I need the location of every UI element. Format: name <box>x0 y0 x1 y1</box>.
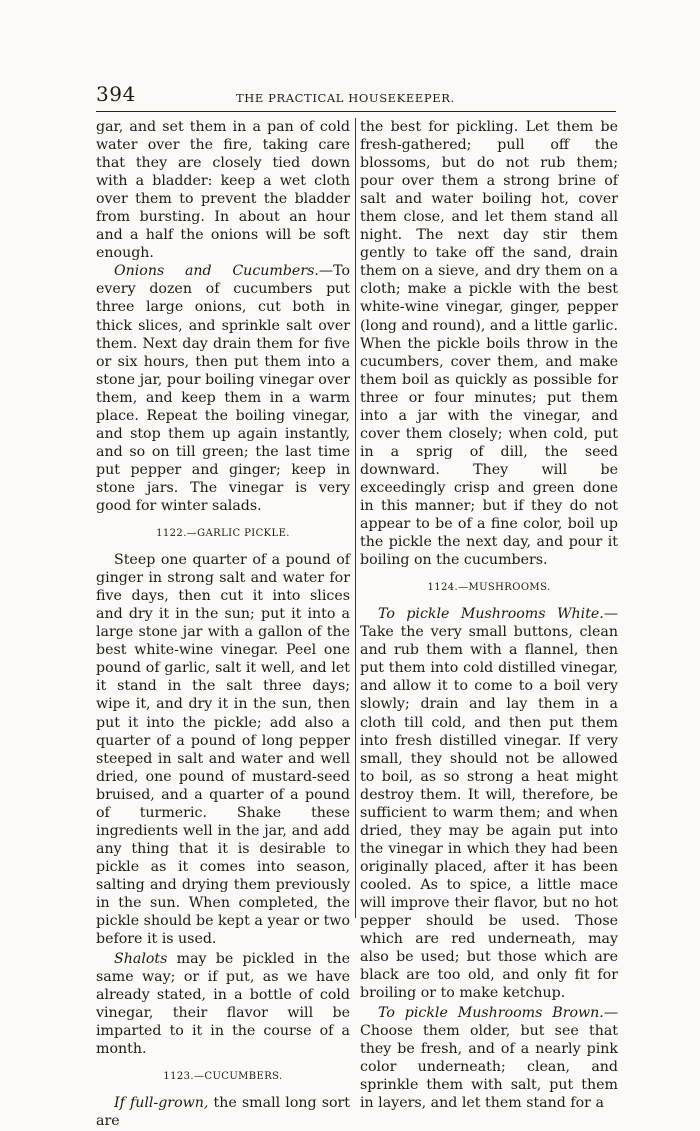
run-in-title: To pickle Mushrooms White. <box>378 606 604 623</box>
paragraph-cucumbers <box>96 1094 350 1130</box>
paragraph-text: may be pickled in the same way; or if put, as we have already stated, in a bottle of cold vinegar, their flavor will be imparted to it in the course of a month. <box>96 951 350 1058</box>
paragraph-shalots <box>96 950 350 1058</box>
running-title: THE PRACTICAL HOUSEKEEPER. <box>236 91 455 105</box>
section-heading-garlic-pickle: 1122.—GARLIC PICKLE. <box>156 528 290 540</box>
run-in-title: Shalots <box>114 951 168 968</box>
paragraph-cucumbers-continued: the best for pickling. Let them be fresh-gathered; pull off the blossoms, but do not rub them; pour over them a strong brine of salt and water boiling hot, cover them close, and let them stand all night. The next day stir them gently to take off the sand, drain them on a sieve, and dry them on a cloth; make a pickle with the best white-wine vinegar, ginger, pepper (long and round), and a little garlic. When the pickle boils throw in the cucumbers, cover them, and make them boil as quickly as possible for three or four minutes; put them into a jar with the vinegar, and cover them closely; when cold, put in a sprig of dill, the seed downward. They will be exceedingly crisp and green done in this manner; but if they do not appear to be of a fine color, boil up the pickle the next day, and pour it boiling on the cucumbers. <box>360 119 618 569</box>
paragraph-mushrooms-white <box>360 605 618 1002</box>
right-column <box>360 118 618 1113</box>
section-heading-cucumbers: 1123.—CUCUMBERS. <box>163 1071 283 1083</box>
run-in-title: If full-grown, <box>114 1095 209 1112</box>
column-divider <box>355 118 356 918</box>
left-column <box>96 118 350 1131</box>
header-rule <box>96 111 616 112</box>
paragraph-onions-continued: gar, and set them in a pan of cold water over the fire, taking care that they are closely tied down with a bladder: keep a wet cloth over them to prevent the bladder from bursting. In about an hour and a half the onions will be soft enough. <box>96 119 350 262</box>
run-in-title: To pickle Mushrooms Brown. <box>378 1005 604 1022</box>
paragraph-text: —Take the very small buttons, clean and rub them with a flannel, then put them into cold distilled vinegar, and allow it to come to a boil very slowly; drain and lay them in a cloth till cold, and then put them into fresh distilled vinegar. If very small, they should not be allowed to boil, as so strong a heat might destroy them. It will, therefore, be sufficient to warm them; and when dried, they may be again put into the vinegar in which they had been originally placed, after it has been cooled. As to spice, a little mace will improve their flavor, but no hot pepper should be used. Those which are red underneath, may also be used; but those which are black are too old, and only fit for broiling or to make ketchup. <box>360 606 618 1002</box>
page-number: 394 <box>96 82 136 106</box>
section-heading-mushrooms: 1124.—MUSHROOMS. <box>427 582 551 594</box>
paragraph-onions-and-cucumbers <box>96 262 350 515</box>
paragraph-text: —To every dozen of cucumbers put three large onions, cut both in thick slices, and sprinkle salt over them. Next day drain them for five or six hours, then put them into a stone jar, pour boiling vinegar over them, and keep them in a warm place. Repeat the boiling vinegar, and stop them up again instantly, and so on till green; the last time put pepper and ginger; keep in stone jars. The vinegar is very good for winter salads. <box>96 263 350 514</box>
run-in-title: Onions and Cucumbers. <box>114 263 319 280</box>
paragraph-mushrooms-brown <box>360 1004 618 1112</box>
paragraph-garlic-pickle: Steep one quarter of a pound of ginger in strong salt and water for five days, then cut it into slices and dry it in the sun; put it into a large stone jar with a gallon of the best white-wine vinegar. Peel one pound of garlic, salt it well, and let it stand in the salt three days; wipe it, and dry it in the sun, then put it into the pickle; add also a quarter of a pound of long pepper steeped in salt and water and well dried, one pound of mustard-seed bruised, and a quarter of a pound of turmeric. Shake these ingredients well in the jar, and add any thing that it is desirable to pickle as it comes into season, salting and drying them previously in the sun. When completed, the pickle should be kept a year or two before it is used. <box>96 552 350 948</box>
paragraph-text: —Choose them older, but see that they be fresh, and of a nearly pink color underneath; clean, and sprinkle them with salt, put them in layers, and let them stand for a <box>360 1005 618 1112</box>
paragraph-text: the small long sort are <box>96 1095 350 1130</box>
